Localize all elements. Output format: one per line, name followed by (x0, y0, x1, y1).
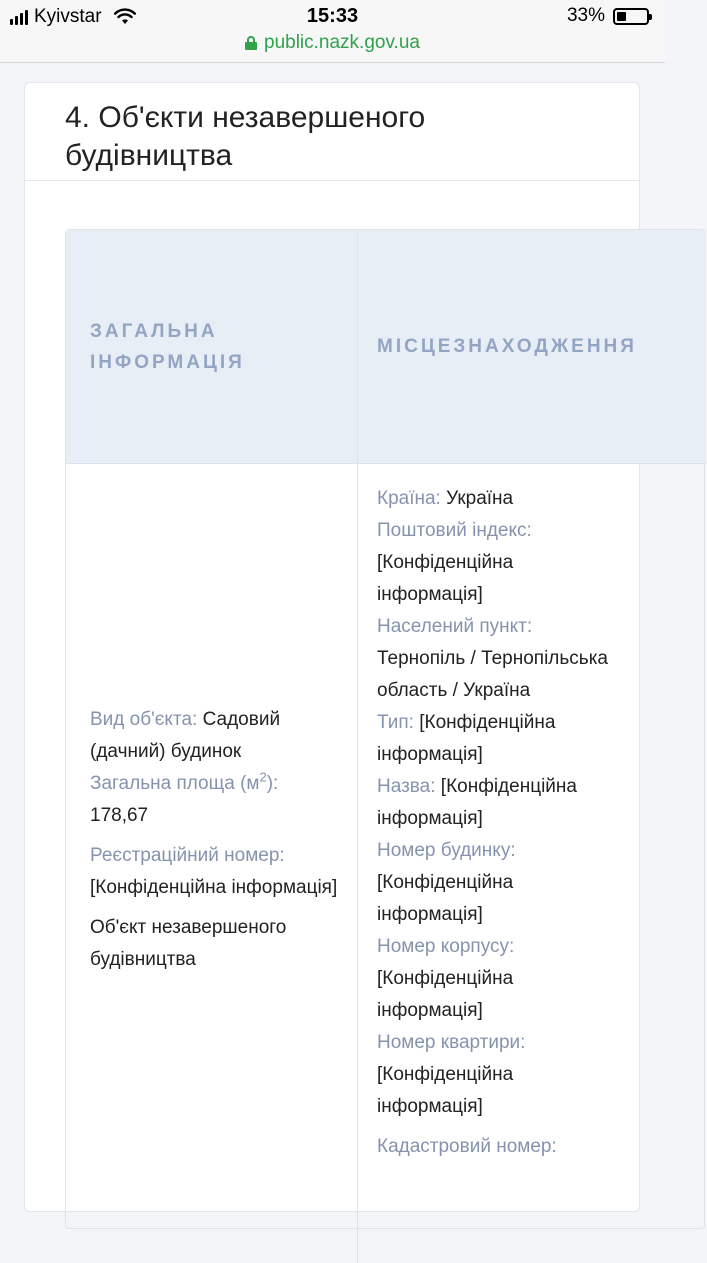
object-type-field (90, 704, 340, 768)
address-bar[interactable] (0, 32, 665, 63)
apartment-value: [Конфіденційна інформація] (377, 1064, 514, 1117)
header-general-info-label: ЗАГАЛЬНА ІНФОРМАЦІЯ (90, 320, 245, 373)
divider (25, 180, 639, 181)
column-divider (357, 463, 358, 1263)
settlement-label: Населений пункт: (377, 616, 533, 637)
table-scroll-container[interactable] (65, 229, 637, 1219)
postal-label: Поштовий індекс: (377, 520, 532, 541)
object-note (90, 912, 340, 976)
battery-percent: 33% (566, 5, 605, 26)
settlement-value: Тернопіль / Тернопільська область / Україна (377, 648, 608, 701)
status-right (567, 5, 649, 27)
country-field (377, 483, 707, 515)
url-text[interactable]: public.nazk.gov.ua (264, 32, 420, 53)
building-field (377, 931, 707, 1027)
apartment-field (377, 1027, 707, 1123)
object-note-text: Об'єкт незавершеного будівництва (90, 917, 287, 970)
house-field (377, 835, 707, 931)
postal-field (377, 515, 707, 611)
table-header (66, 230, 706, 464)
type-value: [Конфіденційна інформація] (377, 712, 556, 765)
name-label: Назва: (377, 776, 436, 797)
building-value: [Конфіденційна інформація] (377, 968, 514, 1021)
header-location (358, 230, 706, 463)
section-title: 4. Об'єкти незавершеного будівництва (65, 101, 426, 172)
general-info-cell (90, 704, 340, 976)
name-field (377, 771, 612, 835)
url-display[interactable] (245, 32, 420, 54)
section-card (24, 82, 640, 1212)
cadastral-label: Кадастровий номер: (377, 1136, 557, 1157)
object-type-value: Садовий (дачний) будинок (90, 709, 281, 762)
area-field (90, 768, 340, 832)
reg-number-label: Реєстраційний номер: (90, 845, 285, 866)
header-location-label: МІСЦЕЗНАХОДЖЕННЯ (377, 336, 637, 357)
battery-icon (613, 8, 649, 25)
battery-fill (617, 12, 626, 21)
carrier-name: Kyivstar (34, 6, 102, 27)
building-label: Номер корпусу: (377, 936, 515, 957)
country-value: Україна (446, 488, 514, 509)
apartment-label: Номер квартири: (377, 1032, 526, 1053)
header-general-info (66, 230, 358, 463)
type-label: Тип: (377, 712, 414, 733)
location-cell (377, 483, 707, 1163)
reg-number-field (90, 840, 340, 904)
house-value: [Конфіденційна інформація] (377, 872, 514, 925)
type-field (377, 707, 612, 771)
country-label: Країна: (377, 488, 441, 509)
area-label: Загальна площа $(м^2)$: (90, 769, 279, 794)
clock: 15:33 (306, 5, 359, 27)
name-value: [Конфіденційна інформація] (377, 776, 577, 829)
postal-value: [Конфіденційна інформація] (377, 552, 514, 605)
cadastral-field (377, 1131, 707, 1163)
area-value: 178,67 (90, 805, 149, 826)
house-label: Номер будинку: (377, 840, 516, 861)
reg-number-value: [Конфіденційна інформація] (90, 877, 338, 898)
settlement-field (377, 611, 707, 707)
object-type-label: Вид об'єкта: (90, 709, 198, 730)
lock-icon (245, 36, 257, 50)
unfinished-construction-table (65, 229, 705, 1229)
status-bar (0, 0, 665, 32)
